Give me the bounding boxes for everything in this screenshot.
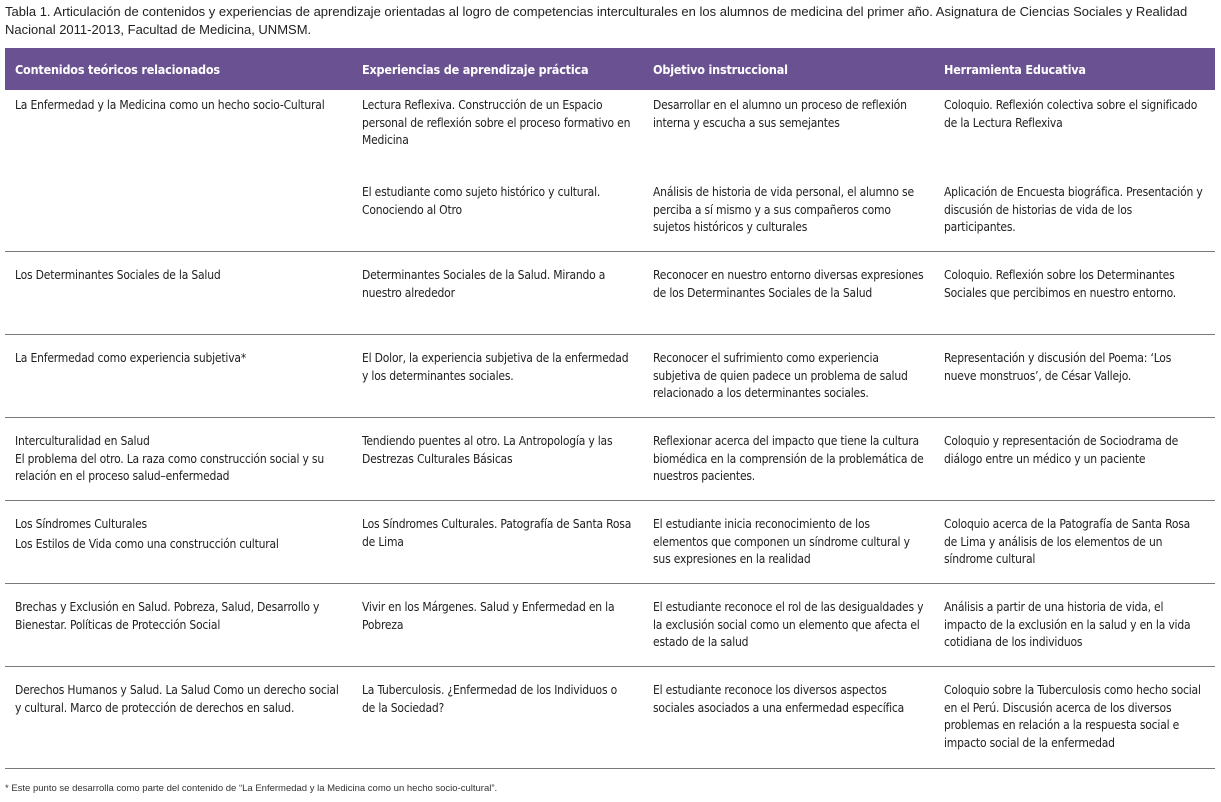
header-herramienta: Herramienta Educativa (934, 48, 1215, 90)
cell-text: Interculturalidad en Salud (15, 434, 150, 448)
table-row (5, 667, 1215, 769)
header-experiencias: Experiencias de aprendizaje práctica (352, 48, 643, 90)
table-footnote: * Este punto se desarrolla como parte del contenido de “La Enfermedad y la Medicina como un hecho socio-cultural”. (5, 783, 498, 794)
cell-experiencias: Lectura Reflexiva. Construcción de un Espacio personal de reflexión sobre el proceso formativo en Medicina (362, 98, 631, 147)
cell-objetivo: Reconocer en nuestro entorno diversas expresiones de los Determinantes Sociales de la Salud (643, 252, 934, 335)
table-row (5, 252, 1215, 335)
table-header-row (5, 48, 1215, 90)
cell-herramienta: Representación y discusión del Poema: ‘Los nueve monstruos’, de César Vallejo. (934, 335, 1215, 418)
cell-experiencias: La Tuberculosis. ¿Enfermedad de los Individuos o de la Sociedad? (352, 667, 643, 769)
cell-experiencias: Los Síndromes Culturales. Patografía de Santa Rosa de Lima (352, 501, 643, 584)
table-row (5, 90, 1215, 180)
table-row (5, 335, 1215, 418)
cell-objetivo: Análisis de historia de vida personal, el alumno se perciba a sí mismo y a sus compañeros como sujetos históricos y culturales (643, 180, 934, 252)
cell-objetivo: Reconocer el sufrimiento como experiencia subjetiva de quien padece un problema de salud relacionado a los determinantes sociales. (643, 335, 934, 418)
competencies-table (5, 48, 1215, 769)
cell-objetivo: Reflexionar acerca del impacto que tiene la cultura biomédica en la comprensión de la problemática de nuestros pacientes. (643, 418, 934, 501)
cell-herramienta: Aplicación de Encuesta biográfica. Presentación y discusión de historias de vida de los participantes. (934, 180, 1215, 252)
cell-contenidos: La Enfermedad como experiencia subjetiva* (5, 335, 352, 418)
cell-experiencias: Vivir en los Márgenes. Salud y Enfermedad en la Pobreza (352, 584, 643, 667)
table-row (5, 180, 1215, 252)
cell-contenidos (5, 418, 352, 501)
cell-objetivo: El estudiante inicia reconocimiento de los elementos que componen un síndrome cultural y sus expresiones en la realidad (643, 501, 934, 584)
cell-contenidos: Derechos Humanos y Salud. La Salud Como un derecho social y cultural. Marco de protección de derechos en salud. (5, 667, 352, 769)
cell-text-sub: El problema del otro. La raza como construcción social y su relación en el proceso salud–enfermedad (15, 451, 324, 483)
header-contenidos: Contenidos teóricos relacionados (5, 48, 352, 90)
cell-experiencias: El Dolor, la experiencia subjetiva de la enfermedad y los determinantes sociales. (352, 335, 643, 418)
cell-herramienta: Coloquio y representación de Sociodrama de diálogo entre un médico y un paciente (934, 418, 1215, 501)
cell-contenidos (5, 90, 352, 180)
header-objetivo: Objetivo instruccional (643, 48, 934, 90)
table-row (5, 501, 1215, 584)
cell-herramienta: Coloquio acerca de la Patografía de Santa Rosa de Lima y análisis de los elementos de un síndrome cultural (934, 501, 1215, 584)
cell-objetivo: El estudiante reconoce el rol de las desigualdades y la exclusión social como un elemento que afecta el estado de la salud (643, 584, 934, 667)
cell-experiencias: Determinantes Sociales de la Salud. Mirando a nuestro alrededor (352, 252, 643, 335)
cell-experiencias: El estudiante como sujeto histórico y cultural. Conociendo al Otro (352, 180, 643, 252)
cell-herramienta: Coloquio. Reflexión sobre los Determinantes Sociales que percibimos en nuestro entorno. (934, 252, 1215, 335)
cell-objetivo: El estudiante reconoce los diversos aspectos sociales asociados a una enfermedad específica (643, 667, 934, 769)
cell-contenidos: Los Determinantes Sociales de la Salud (5, 252, 352, 335)
cell-contenidos (5, 501, 352, 584)
cell-experiencias: Tendiendo puentes al otro. La Antropología y las Destrezas Culturales Básicas (352, 418, 643, 501)
cell-text: La Enfermedad y la Medicina como un hecho socio-Cultural (15, 98, 325, 112)
cell-herramienta: Análisis a partir de una historia de vida, el impacto de la exclusión en la salud y en la vida cotidiana de los individuos (934, 584, 1215, 667)
table-row (5, 418, 1215, 501)
cell-objetivo: Desarrollar en el alumno un proceso de reflexión interna y escucha a sus semejantes (653, 98, 907, 130)
cell-contenidos (5, 180, 352, 252)
cell-herramienta: Coloquio sobre la Tuberculosis como hecho social en el Perú. Discusión acerca de los diversos problemas en relación a la respuesta social e impacto social de la enfermedad (934, 667, 1215, 769)
cell-text: Los Síndromes Culturales (15, 517, 147, 531)
table-container (5, 48, 1215, 769)
table-caption: Tabla 1. Articulación de contenidos y experiencias de aprendizaje orientadas al logro de competencias interculturales en los alumnos de medicina del primer año. Asignatura de Ciencias Sociales y Realidad Nacional 2011-2013, Facultad de Medicina, UNMSM. (5, 4, 1188, 37)
cell-text-sub: Los Estilos de Vida como una construcción cultural (15, 536, 279, 551)
table-row (5, 584, 1215, 667)
cell-contenidos: Brechas y Exclusión en Salud. Pobreza, Salud, Desarrollo y Bienestar. Políticas de Protección Social (5, 584, 352, 667)
cell-herramienta: Coloquio. Reflexión colectiva sobre el significado de la Lectura Reflexiva (944, 98, 1198, 130)
